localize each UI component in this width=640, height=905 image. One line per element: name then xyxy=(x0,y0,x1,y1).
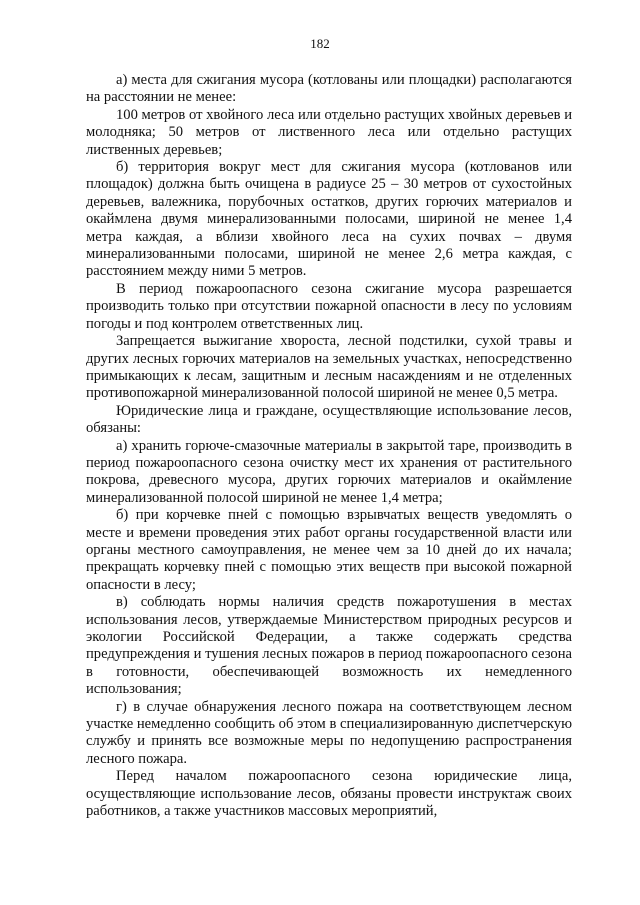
page-number: 182 xyxy=(310,36,330,51)
paragraph-obligation-b: б) при корчевке пней с помощью взрывчатых веществ уведомлять о месте и времени проведения этих работ органы государственной власти или органы местного самоуправления, не менее чем за 10 дней до их начала; прекращать корчевку пней с помощью этих веществ при высокой пожарной опасности в лесу; xyxy=(86,507,572,593)
paragraph-fire-season-burning: В период пожароопасного сезона сжигание мусора разрешается производить только при отсутствии пожарной опасности в лесу по условиям погоды и под контролем ответственных лиц. xyxy=(86,280,572,332)
paragraph-obligation-a: а) хранить горюче-смазочные материалы в закрытой таре, производить в период пожароопасного сезона очистку мест их хранения от растительного покрова, древесного мусора, других горючих материалов и окаймление минерализованной полосой шириной не менее 1,4 метра; xyxy=(86,437,572,506)
paragraph-sites-for-burning: а) места для сжигания мусора (котлованы или площадки) располагаются на расстоянии не менее: xyxy=(86,72,572,106)
paragraph-obligation-v: в) соблюдать нормы наличия средств пожаротушения в местах использования лесов, утверждаемые Министерством природных ресурсов и экологии Российской Федерации, а также содержать средства предупреждения и тушения лесных пожаров в период пожароопасного сезона в готовности, обеспечивающей возможность их немедленного использования; xyxy=(86,594,572,698)
document-body xyxy=(86,72,572,820)
paragraph-distances: 100 метров от хвойного леса или отдельно растущих хвойных деревьев и молодняка; 50 метров от лиственного леса или отдельно растущих лиственных деревьев; xyxy=(86,106,572,158)
paragraph-obligations-intro: Юридические лица и граждане, осуществляющие использование лесов, обязаны: xyxy=(86,402,572,437)
paragraph-briefing: Перед началом пожароопасного сезона юридические лица, осуществляющие использование лесов, обязаны провести инструктаж своих работников, а также участников массовых мероприятий, xyxy=(86,768,572,820)
paragraph-territory-clearing: б) территория вокруг мест для сжигания мусора (котлованов или площадок) должна быть очищена в радиусе 25 – 30 метров от сухостойных деревьев, валежника, порубочных остатков, других горючих материалов и окаймлена двумя минерализованными полосами, шириной не менее 1,4 метра каждая, а вблизи хвойного леса на сухих почвах – двумя минерализованными полосами, шириной не менее 2,6 метра каждая, с расстоянием между ними 5 метров. xyxy=(86,159,572,280)
paragraph-obligation-g: г) в случае обнаружения лесного пожара на соответствующем лесном участке немедленно сообщить об этом в специализированную диспетчерскую службу и принять все возможные меры по недопущению распространения лесного пожара. xyxy=(86,698,572,767)
paragraph-prohibition: Запрещается выжигание хвороста, лесной подстилки, сухой травы и других лесных горючих материалов на земельных участках, непосредственно примыкающих к лесам, защитным и лесным насаждениям и не отделенных противопожарной минерализованной полосой шириной не менее 0,5 метра. xyxy=(86,333,572,402)
